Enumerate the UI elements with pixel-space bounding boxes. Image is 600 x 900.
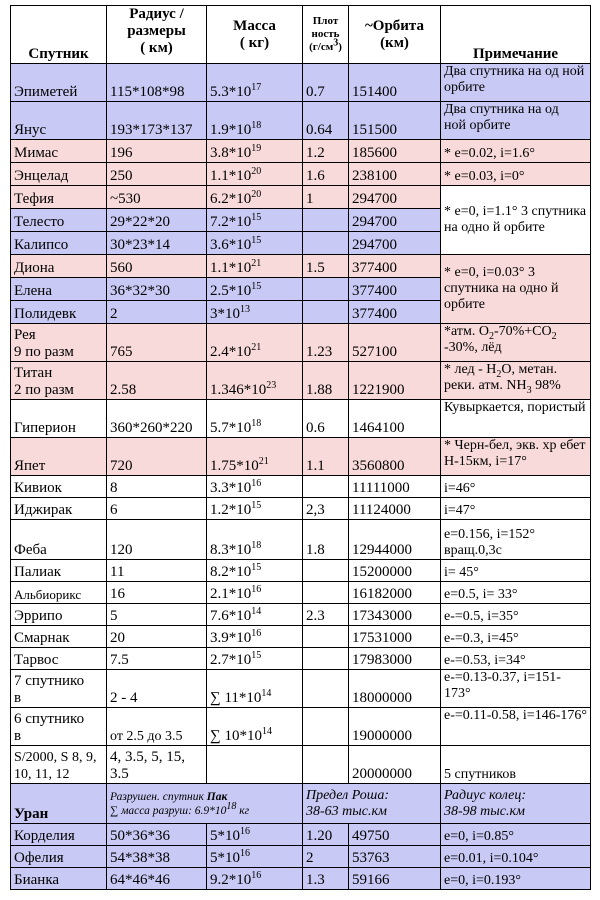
- cell-orbit: 49750: [349, 824, 441, 846]
- cell-radius: 20: [107, 626, 207, 648]
- cell-note: * лед - $H_2O$, метан. реки. атм. $NH_3$ 98%: [441, 362, 591, 400]
- cell-name: Рея 9 по разм: [11, 324, 107, 362]
- cell-name: Калипсо: [11, 232, 107, 255]
- cell-orbit: 53763: [349, 846, 441, 868]
- cell-note: * e=0, i=1.1° 3 спутника на одно й орбите: [441, 186, 591, 255]
- cell-orbit: 377400: [349, 255, 441, 278]
- cell-radius: 250: [107, 163, 207, 186]
- cell-mass: $6.2*10^{20}$: [207, 186, 303, 209]
- destroyed-moon-info: Разрушен. спутник Пак ∑ масса разруш: $6.9*10^{18}$ кг: [107, 784, 303, 824]
- cell-mass: $3.3*10^{16}$: [207, 476, 303, 498]
- cell-density: [303, 232, 349, 255]
- cell-mass: $8.3*10^{18}$: [207, 520, 303, 560]
- cell-orbit: 185600: [349, 140, 441, 163]
- cell-density: 1.3: [303, 868, 349, 890]
- cell-mass: $7.2*10^{15}$: [207, 209, 303, 232]
- cell-name: Эррипо: [11, 604, 107, 626]
- table-row: [11, 438, 591, 476]
- table-row: [11, 582, 591, 604]
- table-row: [11, 746, 591, 784]
- cell-radius: 2.58: [107, 362, 207, 400]
- cell-mass: $7.6*10^{14}$: [207, 604, 303, 626]
- cell-radius: 765: [107, 324, 207, 362]
- cell-orbit: 527100: [349, 324, 441, 362]
- roche-limit: Предел Роша: 38-63 тыс.км: [303, 784, 441, 824]
- table-row: [11, 708, 591, 746]
- cell-radius: 193*173*137: [107, 102, 207, 140]
- header-density: Плот ность $(г/см^3)$: [303, 6, 349, 64]
- cell-density: 2,3: [303, 498, 349, 520]
- header-radius: Радиус / размеры ( км): [107, 6, 207, 64]
- cell-density: 1.23: [303, 324, 349, 362]
- table-row: [11, 648, 591, 670]
- cell-name: Феба: [11, 520, 107, 560]
- cell-density: 0.64: [303, 102, 349, 140]
- cell-name: Полидевк: [11, 301, 107, 324]
- cell-mass: $1.1*10^{21}$: [207, 255, 303, 278]
- cell-density: [303, 746, 349, 784]
- cell-radius: 8: [107, 476, 207, 498]
- table-row: [11, 400, 591, 438]
- cell-note: i= 45°: [441, 560, 591, 582]
- cell-orbit: 3560800: [349, 438, 441, 476]
- cell-name: Мимас: [11, 140, 107, 163]
- cell-density: 1.2: [303, 140, 349, 163]
- table-row: [11, 824, 591, 846]
- cell-name: Эпиметей: [11, 64, 107, 102]
- cell-mass: $1.1*10^{20}$: [207, 163, 303, 186]
- cell-note: e=0.156, i=152° вращ.0,3с: [441, 520, 591, 560]
- cell-name: Титан 2 по разм: [11, 362, 107, 400]
- cell-name: Корделия: [11, 824, 107, 846]
- cell-density: 1.20: [303, 824, 349, 846]
- cell-density: [303, 648, 349, 670]
- cell-density: 1.5: [303, 255, 349, 278]
- cell-name: 6 спутнико в: [11, 708, 107, 746]
- cell-orbit: 151400: [349, 64, 441, 102]
- cell-note: e=0, i=0.85°: [441, 824, 591, 846]
- cell-orbit: 238100: [349, 163, 441, 186]
- cell-density: [303, 670, 349, 708]
- cell-mass: [207, 746, 303, 784]
- cell-note: e=0, i=0.193°: [441, 868, 591, 890]
- cell-radius: от 2.5 до 3.5: [107, 708, 207, 746]
- table-row: [11, 64, 591, 102]
- cell-radius: ~530: [107, 186, 207, 209]
- table-row: [11, 102, 591, 140]
- cell-mass: ∑ $10*10^{14}$: [207, 708, 303, 746]
- cell-orbit: 17343000: [349, 604, 441, 626]
- cell-name: Тарвос: [11, 648, 107, 670]
- header-note: Примечание: [441, 6, 591, 64]
- cell-radius: 54*38*38: [107, 846, 207, 868]
- cell-orbit: 16182000: [349, 582, 441, 604]
- cell-name: 7 спутнико в: [11, 670, 107, 708]
- cell-name: S/2000, S 8, 9, 10, 11, 12: [11, 746, 107, 784]
- table-row: [11, 846, 591, 868]
- cell-note: e=0.01, i=0.104°: [441, 846, 591, 868]
- table-row: [11, 163, 591, 186]
- cell-radius: 11: [107, 560, 207, 582]
- cell-mass: $2.5*10^{15}$: [207, 278, 303, 301]
- cell-radius: 2 - 4: [107, 670, 207, 708]
- cell-orbit: 294700: [349, 232, 441, 255]
- table-row: [11, 670, 591, 708]
- cell-mass: $3.6*10^{15}$: [207, 232, 303, 255]
- cell-density: [303, 708, 349, 746]
- cell-density: [303, 278, 349, 301]
- cell-radius: 115*108*98: [107, 64, 207, 102]
- cell-radius: 4, 3.5, 5, 15, 3.5: [107, 746, 207, 784]
- cell-orbit: 151500: [349, 102, 441, 140]
- cell-name: Палиак: [11, 560, 107, 582]
- table-row: [11, 362, 591, 400]
- cell-mass: $5.3*10^{17}$: [207, 64, 303, 102]
- cell-mass: $1.9*10^{18}$: [207, 102, 303, 140]
- header-orbit: ~Орбита (км): [349, 6, 441, 64]
- cell-density: 1.1: [303, 438, 349, 476]
- cell-density: [303, 626, 349, 648]
- table-row: [11, 560, 591, 582]
- cell-mass: $3.9*10^{16}$: [207, 626, 303, 648]
- cell-radius: 560: [107, 255, 207, 278]
- cell-orbit: 19000000: [349, 708, 441, 746]
- cell-name: Янус: [11, 102, 107, 140]
- cell-name: Смарнак: [11, 626, 107, 648]
- table-row: [11, 604, 591, 626]
- cell-mass: $5.7*10^{18}$: [207, 400, 303, 438]
- cell-mass: ∑ $11*10^{14}$: [207, 670, 303, 708]
- cell-mass: $8.2*10^{15}$: [207, 560, 303, 582]
- cell-note: e-=0.11-0.58, i=146-176°: [441, 708, 591, 746]
- cell-note: e-=0.3, i=45°: [441, 626, 591, 648]
- cell-mass: $1.75*10^{21}$: [207, 438, 303, 476]
- cell-mass: $3.8*10^{19}$: [207, 140, 303, 163]
- cell-note: e-=0.13-0.37, i=151-173°: [441, 670, 591, 708]
- header-mass: Масса ( кг): [207, 6, 303, 64]
- cell-mass: $2.1*10^{16}$: [207, 582, 303, 604]
- cell-radius: 6: [107, 498, 207, 520]
- cell-mass: $2.7*10^{15}$: [207, 648, 303, 670]
- cell-density: 2: [303, 846, 349, 868]
- cell-name: Тефия: [11, 186, 107, 209]
- cell-radius: 16: [107, 582, 207, 604]
- table-row: [11, 186, 591, 209]
- cell-density: 2.3: [303, 604, 349, 626]
- cell-density: 1.6: [303, 163, 349, 186]
- cell-note: Два спутника на од ной орбите: [441, 102, 591, 140]
- cell-mass: $1.346*10^{23}$: [207, 362, 303, 400]
- cell-density: [303, 301, 349, 324]
- cell-density: [303, 209, 349, 232]
- cell-name: Телесто: [11, 209, 107, 232]
- header-row: [11, 6, 591, 64]
- ring-radius: Радиус колец: 38-98 тыс.км: [441, 784, 591, 824]
- cell-orbit: 20000000: [349, 746, 441, 784]
- cell-density: 0.6: [303, 400, 349, 438]
- cell-radius: 360*260*220: [107, 400, 207, 438]
- satellite-table: [10, 5, 591, 890]
- cell-name: Кивиок: [11, 476, 107, 498]
- cell-orbit: 15200000: [349, 560, 441, 582]
- cell-density: [303, 476, 349, 498]
- cell-density: [303, 582, 349, 604]
- cell-radius: 2: [107, 301, 207, 324]
- cell-radius: 7.5: [107, 648, 207, 670]
- cell-note: i=47°: [441, 498, 591, 520]
- cell-orbit: 1221900: [349, 362, 441, 400]
- cell-mass: $9.2*10^{16}$: [207, 868, 303, 890]
- cell-mass: $3*10^{13}$: [207, 301, 303, 324]
- table-row: [11, 626, 591, 648]
- cell-note: 5 спутников: [441, 746, 591, 784]
- cell-orbit: 1464100: [349, 400, 441, 438]
- cell-mass: $2.4*10^{21}$: [207, 324, 303, 362]
- cell-orbit: 12944000: [349, 520, 441, 560]
- table-row: [11, 520, 591, 560]
- cell-note: i=46°: [441, 476, 591, 498]
- cell-orbit: 11111000: [349, 476, 441, 498]
- uran-section-row: [11, 784, 591, 824]
- cell-name: Япет: [11, 438, 107, 476]
- cell-radius: 120: [107, 520, 207, 560]
- cell-name: Офелия: [11, 846, 107, 868]
- table-row: [11, 324, 591, 362]
- table-row: [11, 498, 591, 520]
- cell-orbit: 18000000: [349, 670, 441, 708]
- cell-name: Альбиорикс: [11, 582, 107, 604]
- cell-orbit: 377400: [349, 301, 441, 324]
- cell-name: Бианка: [11, 868, 107, 890]
- cell-note: Кувыркается, пористый: [441, 400, 591, 438]
- cell-name: Елена: [11, 278, 107, 301]
- planet-name: Уран: [11, 784, 107, 824]
- cell-orbit: 17983000: [349, 648, 441, 670]
- cell-name: Иджирак: [11, 498, 107, 520]
- header-name: Спутник: [11, 6, 107, 64]
- cell-radius: 64*46*46: [107, 868, 207, 890]
- cell-orbit: 11124000: [349, 498, 441, 520]
- table-row: [11, 476, 591, 498]
- cell-mass: $5*10^{16}$: [207, 824, 303, 846]
- cell-orbit: 377400: [349, 278, 441, 301]
- cell-name: Гиперион: [11, 400, 107, 438]
- table-row: [11, 868, 591, 890]
- cell-radius: 29*22*20: [107, 209, 207, 232]
- cell-note: e-=0.53, i=34°: [441, 648, 591, 670]
- cell-radius: 30*23*14: [107, 232, 207, 255]
- cell-radius: 720: [107, 438, 207, 476]
- cell-density: [303, 560, 349, 582]
- cell-density: 1: [303, 186, 349, 209]
- cell-note: e-=0.5, i=35°: [441, 604, 591, 626]
- cell-orbit: 59166: [349, 868, 441, 890]
- cell-radius: 196: [107, 140, 207, 163]
- cell-name: Диона: [11, 255, 107, 278]
- cell-note: * e=0.03, i=0°: [441, 163, 591, 186]
- table-row: [11, 140, 591, 163]
- cell-note: * e=0.02, i=1.6°: [441, 140, 591, 163]
- cell-note: Два спутника на од ной орбите: [441, 64, 591, 102]
- cell-radius: 36*32*30: [107, 278, 207, 301]
- cell-note: e=0.5, i= 33°: [441, 582, 591, 604]
- cell-orbit: 294700: [349, 209, 441, 232]
- cell-density: 1.88: [303, 362, 349, 400]
- cell-density: 0.7: [303, 64, 349, 102]
- cell-radius: 50*36*36: [107, 824, 207, 846]
- cell-orbit: 17531000: [349, 626, 441, 648]
- cell-note: * e=0, i=0.03° 3 спутника на одно й орбите: [441, 255, 591, 324]
- table-row: [11, 255, 591, 278]
- cell-density: 1.8: [303, 520, 349, 560]
- cell-note: *атм. $O_2-70\%+CO_2$ -30%, лёд: [441, 324, 591, 362]
- cell-mass: $5*10^{16}$: [207, 846, 303, 868]
- cell-radius: 5: [107, 604, 207, 626]
- cell-note: * Черн-бел, экв. хр ебет H-15км, i=17°: [441, 438, 591, 476]
- cell-mass: $1.2*10^{15}$: [207, 498, 303, 520]
- cell-orbit: 294700: [349, 186, 441, 209]
- cell-name: Энцелад: [11, 163, 107, 186]
